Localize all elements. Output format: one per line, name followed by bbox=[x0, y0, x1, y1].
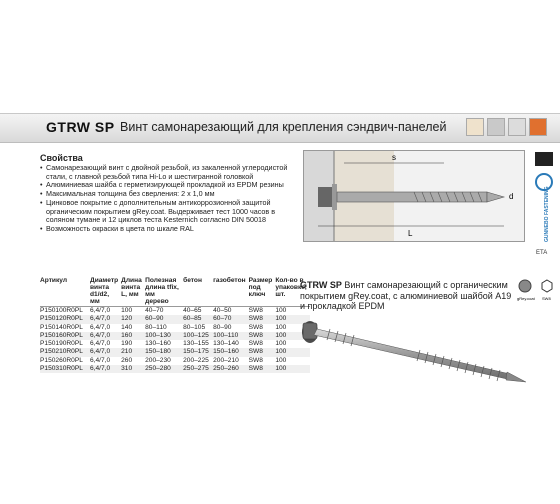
table-row bbox=[40, 324, 310, 332]
swatch-concrete bbox=[487, 118, 505, 136]
cell-length: 100 bbox=[121, 307, 133, 314]
cell-aerated: 250–260 bbox=[213, 365, 248, 373]
screw-illustration bbox=[300, 310, 532, 390]
cell-diameter: 6,4/7,0 bbox=[90, 365, 121, 373]
length-label: L bbox=[408, 229, 413, 238]
size-badge-label: SW8 bbox=[542, 296, 551, 301]
table-row bbox=[40, 332, 310, 340]
cell-concrete: 130–155 bbox=[183, 340, 209, 348]
cell-qty: 100 bbox=[275, 315, 309, 323]
diameter-label: d bbox=[509, 192, 514, 201]
product-description bbox=[300, 280, 512, 312]
cell-qty: 100 bbox=[275, 323, 287, 331]
swatch-brick bbox=[529, 118, 547, 136]
cell-article: P150160R0PL bbox=[40, 332, 90, 340]
screw-point bbox=[506, 372, 526, 382]
spec-table bbox=[40, 277, 310, 373]
cell-article: P150210R0PL bbox=[40, 348, 90, 356]
property-item: • Максимальная толщина без сверления: 2 x 1,0 мм bbox=[40, 190, 298, 199]
cell-aerated: 40–50 bbox=[213, 307, 232, 314]
property-item: • Цинковое покрытие с дополнительным антикоррозионной защитой органическим покрытием gRey.coat. Выдерживает тест 1000 часов в соляном тумане и 12 циклов теста Kesternich согласно DIN 50018 bbox=[40, 199, 298, 225]
cell-fix-wood: 200–230 bbox=[145, 356, 171, 364]
cell-length: 190 bbox=[121, 340, 133, 348]
table-row bbox=[40, 340, 310, 348]
cell-length: 210 bbox=[121, 348, 145, 356]
cell-key: SW8 bbox=[248, 356, 263, 364]
cell-diameter: 6,4/7,0 bbox=[90, 307, 111, 314]
product-code: GTRW SP bbox=[300, 280, 342, 290]
table-row bbox=[40, 348, 310, 356]
screw-head bbox=[318, 187, 332, 207]
cell-fix-wood: 80–110 bbox=[145, 323, 167, 331]
properties-heading: Свойства bbox=[40, 153, 83, 163]
technical-drawing bbox=[303, 150, 525, 242]
cell-key: SW8 bbox=[248, 307, 263, 314]
brand-logo-icon bbox=[535, 152, 553, 166]
cell-article: P150120R0PL bbox=[40, 315, 90, 323]
property-item: • Возможность окраски в цвета по шкале RAL bbox=[40, 225, 298, 234]
cell-aerated: 150–160 bbox=[213, 348, 248, 356]
screw-body bbox=[314, 329, 510, 379]
screw-shank bbox=[337, 192, 487, 202]
badges bbox=[516, 278, 556, 302]
side-logos bbox=[533, 150, 555, 258]
cell-article: P150260R0PL bbox=[40, 356, 83, 364]
property-item: • Самонарезающий винт с двойной резьбой, из закаленной углеродистой стали, с главной резьбой типа Hi-Lo и шестигранной головкой bbox=[40, 164, 298, 181]
table-row bbox=[40, 315, 310, 323]
property-item: • Алюминиевая шайба с герметизирующей прокладкой из EPDM резины bbox=[40, 181, 298, 190]
header-article: Артикул bbox=[40, 277, 90, 307]
title-product-code: GTRW SP bbox=[46, 119, 115, 135]
cell-aerated: 130–140 bbox=[213, 340, 239, 348]
cell-aerated: 80–90 bbox=[213, 323, 232, 331]
cell-concrete: 60–85 bbox=[183, 315, 213, 323]
cell-length: 260 bbox=[121, 356, 133, 364]
header-aerated-concrete: газобетон bbox=[213, 277, 248, 307]
cell-diameter: 6,4/7,0 bbox=[90, 356, 111, 364]
cell-diameter: 6,4/7,0 bbox=[90, 315, 121, 323]
cell-length: 310 bbox=[121, 365, 145, 373]
cell-fix-wood: 100–130 bbox=[145, 332, 183, 340]
cell-length: 160 bbox=[121, 332, 145, 340]
cell-fix-wood: 130–160 bbox=[145, 340, 171, 348]
cell-qty: 100 bbox=[275, 365, 309, 373]
swatch-steel bbox=[508, 118, 526, 136]
cell-key: SW8 bbox=[248, 323, 263, 331]
cell-diameter: 6,4/7,0 bbox=[90, 332, 121, 340]
swatch-wood bbox=[466, 118, 484, 136]
title-description: Винт самонарезающий для крепления сэндвич-панелей bbox=[120, 120, 447, 134]
header-pack-qty: Кол-во в упаковке, шт. bbox=[275, 277, 309, 307]
product-text: Винт самонарезающий с органическим покрытием gRey.coat, с алюминиевой шайбой A19 и прокладкой EPDM bbox=[300, 280, 512, 311]
cell-qty: 100 bbox=[275, 356, 287, 364]
coat-badge-icon bbox=[519, 280, 531, 292]
properties-list bbox=[40, 164, 298, 234]
screw-drawing-svg bbox=[304, 151, 524, 241]
brand-name: GUNNEBO FASTENING bbox=[544, 186, 550, 242]
cell-qty: 100 bbox=[275, 332, 309, 340]
cell-concrete: 100–125 bbox=[183, 332, 213, 340]
hex-key-icon bbox=[542, 280, 552, 292]
cell-article: P150140R0PL bbox=[40, 323, 83, 331]
table-row bbox=[40, 307, 310, 316]
cell-key: SW8 bbox=[248, 340, 263, 348]
cell-article: P150190R0PL bbox=[40, 340, 83, 348]
cell-aerated: 100–110 bbox=[213, 332, 248, 340]
thickness-label: s bbox=[392, 153, 396, 162]
cell-concrete: 200–225 bbox=[183, 356, 209, 364]
table-row bbox=[40, 365, 310, 373]
cell-concrete: 80–105 bbox=[183, 323, 206, 331]
header-key-size: Размер под ключ bbox=[249, 277, 276, 307]
cell-article: P150310R0PL bbox=[40, 365, 90, 373]
cell-qty: 100 bbox=[275, 348, 309, 356]
coat-badge-label: gRey.coat bbox=[517, 296, 535, 301]
header-diameter: Диаметр винта d1/d2, мм bbox=[90, 277, 121, 307]
cell-key: SW8 bbox=[249, 315, 276, 323]
cell-article: P150100R0PL bbox=[40, 307, 83, 314]
cell-qty: 100 bbox=[275, 307, 287, 314]
cell-concrete: 250–275 bbox=[183, 365, 213, 373]
cell-fix-wood: 150–180 bbox=[145, 348, 183, 356]
cell-aerated: 60–70 bbox=[213, 315, 248, 323]
table-row bbox=[40, 357, 310, 365]
hex-head bbox=[303, 323, 317, 339]
cell-diameter: 6,4/7,0 bbox=[90, 340, 111, 348]
cell-fix-wood: 40–70 bbox=[145, 307, 164, 314]
header-concrete: бетон bbox=[183, 277, 213, 307]
cell-fix-wood: 60–90 bbox=[145, 315, 183, 323]
cell-concrete: 150–175 bbox=[183, 348, 213, 356]
cell-length: 120 bbox=[121, 315, 145, 323]
table-header-row bbox=[40, 277, 310, 307]
header-fix-wood: Полезная длина tfix, мм дерево bbox=[145, 277, 183, 307]
eta-mark: ETA bbox=[536, 250, 548, 256]
cell-key: SW8 bbox=[249, 365, 276, 373]
cell-diameter: 6,4/7,0 bbox=[90, 348, 121, 356]
cell-concrete: 40–65 bbox=[183, 307, 202, 314]
cell-aerated: 200–210 bbox=[213, 356, 239, 364]
cell-key: SW8 bbox=[249, 348, 276, 356]
screw-tip bbox=[487, 192, 504, 202]
cell-fix-wood: 250–280 bbox=[145, 365, 183, 373]
cell-key: SW8 bbox=[249, 332, 276, 340]
cell-qty: 100 bbox=[275, 340, 287, 348]
screw-washer bbox=[332, 184, 337, 210]
cell-diameter: 6,4/7,0 bbox=[90, 323, 111, 331]
cell-length: 140 bbox=[121, 323, 133, 331]
header-length: Длина винта L, мм bbox=[121, 277, 145, 307]
